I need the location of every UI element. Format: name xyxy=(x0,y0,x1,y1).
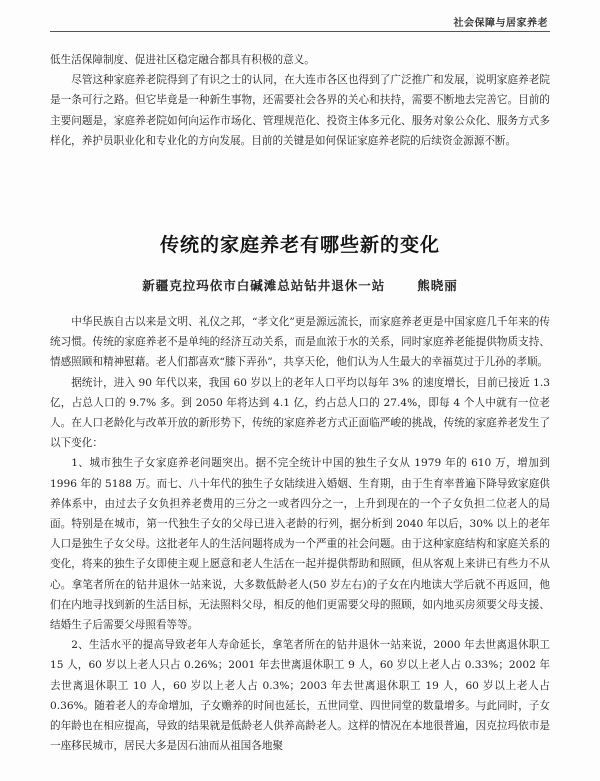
intro-paragraph-2: 尽管这种家庭养老院得到了有识之士的认同，在大连市各区也得到了广泛推广和发展，说明家庭养老院是一条可行之路。但它毕竟是一种新生事物，还需要社会各界的关心和扶持，需要不断地去完善它。目前的主要问题是，家庭养老院如何向运作市场化、管理规范化、投资主体多元化、服务对象公众化、服务方式多样化，养护员职业化和专业化的方向发展。目前的关键是如何保证家庭养老院的后续资金源源不断。 xyxy=(50,74,550,147)
article-title: 传统的家庭养老有哪些新的变化 xyxy=(159,234,440,256)
running-header xyxy=(0,0,600,32)
body-paragraph: 2、生活水平的提高导致老年人寿命延长，拿笔者所在的钻井退休一站来说，2000 年去世离退休职工 15 人，60 岁以上老人只占 0.26%；2001 年去世离退休职工 9 人，60 岁以上老人占 0.33%；2002 年去世离退休职工 10 人，60 岁以上老人占 0.3%；2003 年去世离退休职工 19 人，60 岁以上老人占 0.36%。随着老人的寿命增加，子女赡养的时间也延长，五世同堂、四世同堂的数量增多。与此同时，子女的年龄也在相应提高，导致的结果就是低龄老人供养高龄老人。这样的情况在本地很普遍，因克拉玛依市是一座移民城市，居民大多是因石油而从祖国各地聚 xyxy=(50,639,550,753)
byline xyxy=(0,276,600,294)
article-body xyxy=(50,312,550,756)
intro-text xyxy=(50,50,550,151)
body-paragraph: 1、城市独生子女家庭养老问题突出。据不完全统计中国的独生子女从 1979 年的 610 万，增加到 1996 年的 5188 万。而七、八十年代的独生子女陆续进入婚姻、生育期，由于生育率普遍下降导致家庭供养体系中，由过去子女负担养老费用的三分之一或者四分之一，上升到现在的一个子女负担二位老人的局面。特别是在城市，第一代独生子女的父母已进入老龄的行列，据分析到 2040 年以后，30% 以上的老年人口是独生子女父母。这批老年人的生活问题将成为一个严重的社会问题。由于这种家庭结构和家庭关系的变化，将来的独生子女即使主观上愿意和老人生活在一起并提供帮助和照顾，但从客观上来讲已有些力不从心。拿笔者所在的钻井退休一站来说，大多数低龄老人(50 岁左右)的子女在内地读大学后就不再返回，他们在内地寻找到新的生活目标，无法照料父母，相反的他们更需要父母的照顾，如内地买房须要父母支援、结婚生子后需要父母照看等等。 xyxy=(50,457,550,632)
intro-paragraph-1: 低生活保障制度、促进社区稳定融合都具有积极的意义。 xyxy=(50,54,315,66)
body-paragraph: 中华民族自古以来是文明、礼仪之邦，“孝文化”更是源远流长，而家庭养老更是中国家庭几千年来的传统习惯。传统的家庭养老不是单纯的经济互动关系，而是血浓于水的关系，同时家庭养老能提供物质支持、情感照顾和精神慰藉。老人们都喜欢“膝下弄孙”，共享天伦，他们认为人生最大的幸福莫过于儿孙的孝顺。 xyxy=(50,316,550,369)
author-name: 熊晓丽 xyxy=(417,278,458,293)
section-title: 社会保障与居家养老 xyxy=(453,18,548,29)
body-paragraph: 据统计，进入 90 年代以来，我国 60 岁以上的老年人口平均以每年 3% 的速度增长，目前已接近 1.3 亿，占总人口的 9.7% 多。到 2050 年将达到 4.1 亿，约占总人口的 27.4%，即每 4 个人中就有一位老人。在人口老龄化与改革开放的新形势下，传统的家庭养老方式正面临严峻的挑战，传统的家庭养老发生了以下变化： xyxy=(50,376,550,450)
author-affiliation: 新疆克拉玛依市白碱滩总站钻井退休一站 xyxy=(142,278,386,293)
header-rule xyxy=(50,31,550,32)
